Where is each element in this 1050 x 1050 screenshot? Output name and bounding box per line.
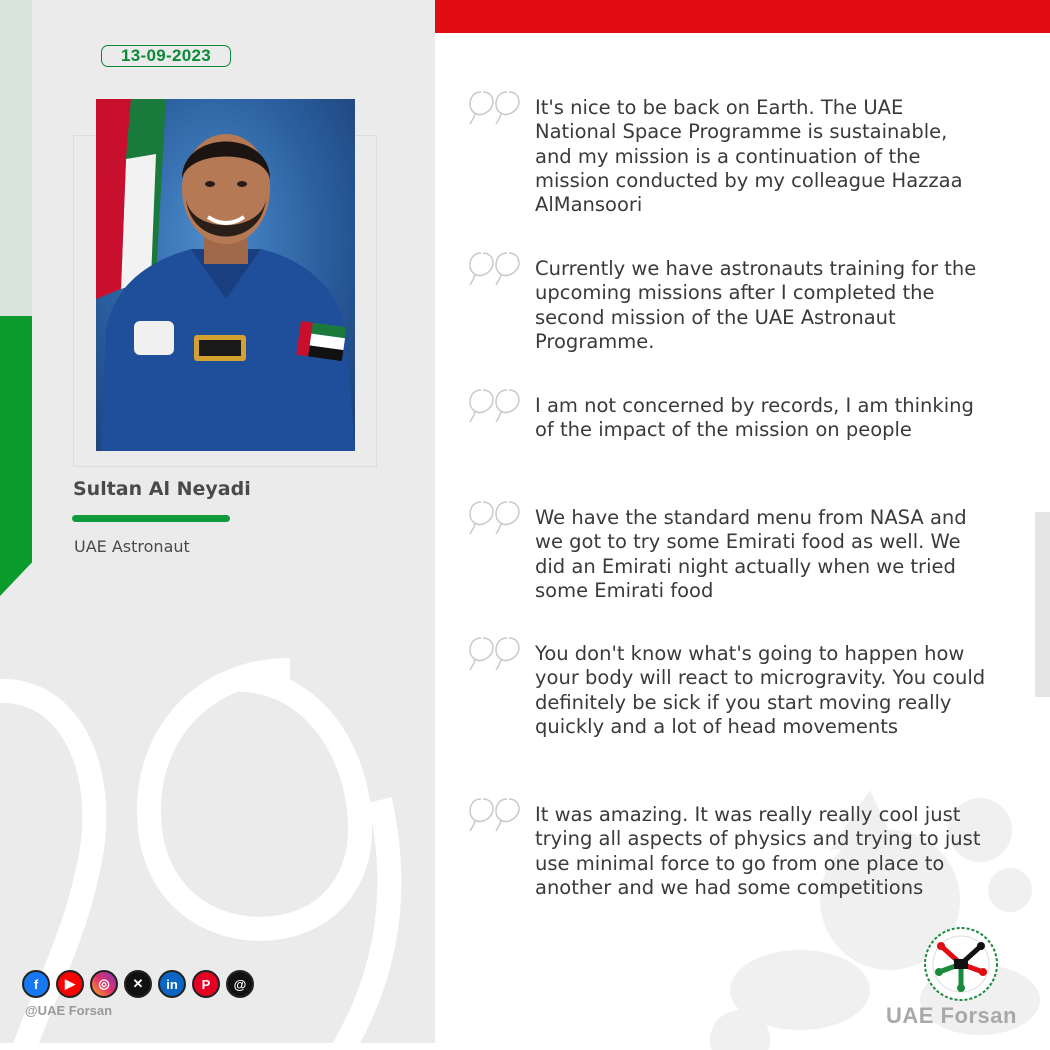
quote-mark-icon	[469, 90, 523, 126]
quote-text: It's nice to be back on Earth. The UAE National Space Programme is sustainable, and my mission is a continuation of the mission conducted by my colleague Hazzaa AlMansoori	[535, 96, 963, 217]
facebook-icon[interactable]: f	[22, 970, 50, 998]
person-role: UAE Astronaut	[74, 537, 190, 556]
date-badge: 13-09-2023	[101, 45, 231, 67]
instagram-icon[interactable]: ◎	[90, 970, 118, 998]
quote-mark-icon	[469, 797, 523, 833]
quote-mark-icon	[469, 388, 523, 424]
social-links	[22, 970, 254, 998]
youtube-icon[interactable]: ▶	[56, 970, 84, 998]
top-red-bar	[435, 0, 1050, 33]
quote-text: We have the standard menu from NASA and we got to try some Emirati food as well. We did an Emirati night actually when we tried some Emirati food	[535, 506, 967, 602]
profile-panel	[0, 0, 435, 1043]
quote-text: You don't know what's going to happen how your body will react to microgravity. You could definitely be sick if you start moving really quickly and a lot of head movements	[535, 642, 986, 738]
x-icon[interactable]: ✕	[124, 970, 152, 998]
quote-mark-icon	[469, 251, 523, 287]
linkedin-icon[interactable]: in	[158, 970, 186, 998]
quote-mark-icon	[469, 500, 523, 536]
flag-stripe-light	[0, 0, 32, 316]
quote-text: Currently we have astronauts training for the upcoming missions after I completed the second mission of the UAE Astronaut Programme.	[535, 257, 977, 353]
name-underline	[72, 515, 230, 522]
astronaut-portrait	[96, 99, 355, 451]
right-gray-bar	[1035, 512, 1050, 697]
quote-mark-icon	[469, 636, 523, 672]
flag-stripe-green	[0, 316, 32, 596]
astronaut-portrait-icon	[96, 99, 355, 451]
brand-name: UAE Forsan	[886, 1003, 1017, 1028]
quote-text: It was amazing. It was really really cool just trying all aspects of physics and trying to just use minimal force to go from one place to another and we had some competitions	[535, 803, 981, 899]
uae-forsan-logo-icon	[921, 924, 1001, 1004]
threads-icon[interactable]: @	[226, 970, 254, 998]
social-handle: @UAE Forsan	[25, 1003, 113, 1018]
quote-text: I am not concerned by records, I am thinking of the impact of the mission on people	[535, 394, 974, 442]
pinterest-icon[interactable]: P	[192, 970, 220, 998]
person-name: Sultan Al Neyadi	[73, 478, 251, 500]
